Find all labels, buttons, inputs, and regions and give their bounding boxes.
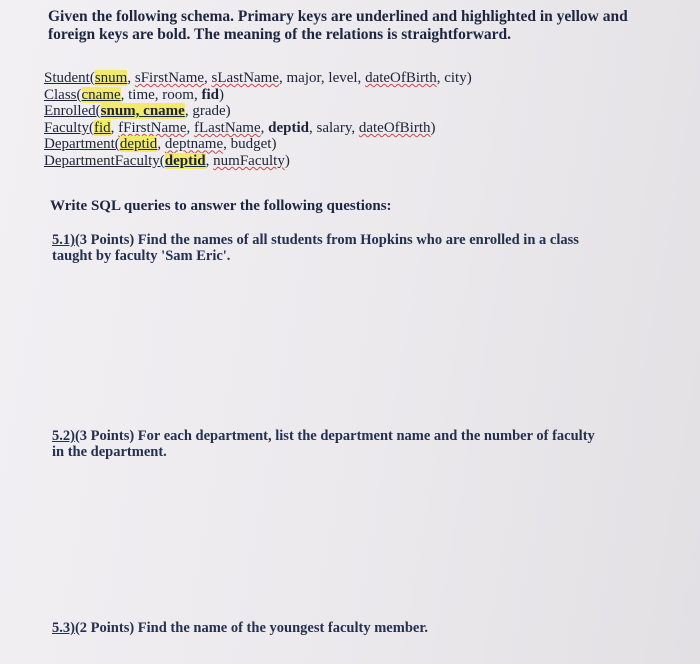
attributes: ) <box>218 86 224 103</box>
question-5-3 <box>52 620 632 636</box>
relation-name: Student( <box>44 70 95 86</box>
foreign-key: fid <box>201 86 219 103</box>
attribute: sLastName <box>211 70 280 86</box>
foreign-key: deptid <box>268 119 309 136</box>
question-text: (3 Points) Find the names of all students from Hopkins who are enrolled in a class <box>74 232 579 248</box>
intro-line-2 <box>48 26 648 44</box>
attributes: , city) <box>436 70 472 86</box>
primary-key: deptid <box>164 152 206 169</box>
attributes: , grade) <box>184 103 231 120</box>
attribute: sFirstName <box>134 70 205 86</box>
question-number: 5.2) <box>52 428 75 444</box>
schema-class <box>44 87 644 104</box>
attr-sep: , <box>110 119 119 136</box>
question-number: 5.1) <box>52 232 75 248</box>
attribute: dateOfBirth <box>365 70 437 86</box>
schema-block <box>44 70 644 170</box>
intro-line-2-start: foreign keys are <box>48 26 158 43</box>
attributes: , budget) <box>223 136 277 153</box>
relation-name: Enrolled( <box>44 103 101 120</box>
primary-key: cname <box>81 86 121 103</box>
question-5-2 <box>52 428 632 460</box>
question-line <box>52 620 632 636</box>
attribute: fLastName <box>194 119 261 136</box>
attributes: , time, room, <box>120 86 202 103</box>
attributes: , salary, <box>309 119 359 136</box>
intro-line-2-end: . The meaning of the relations is straightforward. <box>186 26 512 43</box>
attribute: fFirstName <box>118 119 187 136</box>
relation-name: Class( <box>44 86 82 103</box>
instructions: Write SQL queries to answer the following questions: <box>50 198 392 214</box>
schema-faculty <box>44 120 644 137</box>
attr-sep: , <box>260 119 269 136</box>
question-text: (2 Points) Find the name of the youngest faculty member. <box>74 620 429 636</box>
relation-name: Department( <box>44 136 120 153</box>
attributes: , major, level, <box>279 70 366 86</box>
intro-line-1: Given the following schema. Primary keys are underlined and highlighted in yellow and <box>48 8 628 25</box>
attribute: dateOfBirth <box>358 119 431 136</box>
question-text: (3 Points) For each department, list the department name and the number of faculty <box>74 428 595 444</box>
attr-sep: , <box>127 70 135 86</box>
primary-key: fid <box>94 119 111 136</box>
question-line: in the department. <box>52 444 167 460</box>
primary-key: snum, cname <box>100 103 185 120</box>
schema-department <box>44 136 644 153</box>
question-line <box>52 428 632 444</box>
schema-department-faculty <box>44 153 644 170</box>
attribute: numFaculty <box>213 152 285 169</box>
attributes: ) <box>430 119 436 136</box>
relation-name: DepartmentFaculty( <box>44 152 165 169</box>
question-number: 5.3) <box>52 620 75 636</box>
attr-sep: , <box>205 152 214 169</box>
question-5-1 <box>52 232 632 264</box>
schema-enrolled <box>44 103 644 120</box>
intro-paragraph <box>48 8 648 44</box>
intro-line-2-bold: bold <box>157 26 187 43</box>
question-line <box>52 232 632 248</box>
attr-sep: , <box>204 70 212 86</box>
primary-key: snum <box>94 70 128 86</box>
attr-sep: , <box>186 119 194 136</box>
attributes: ) <box>284 152 290 169</box>
attr-sep: , <box>157 136 165 153</box>
schema-student <box>44 70 644 87</box>
attribute: deptname <box>164 136 224 153</box>
question-line: taught by faculty 'Sam Eric'. <box>52 248 231 264</box>
primary-key: deptid <box>119 136 158 153</box>
relation-name: Faculty( <box>44 119 94 136</box>
